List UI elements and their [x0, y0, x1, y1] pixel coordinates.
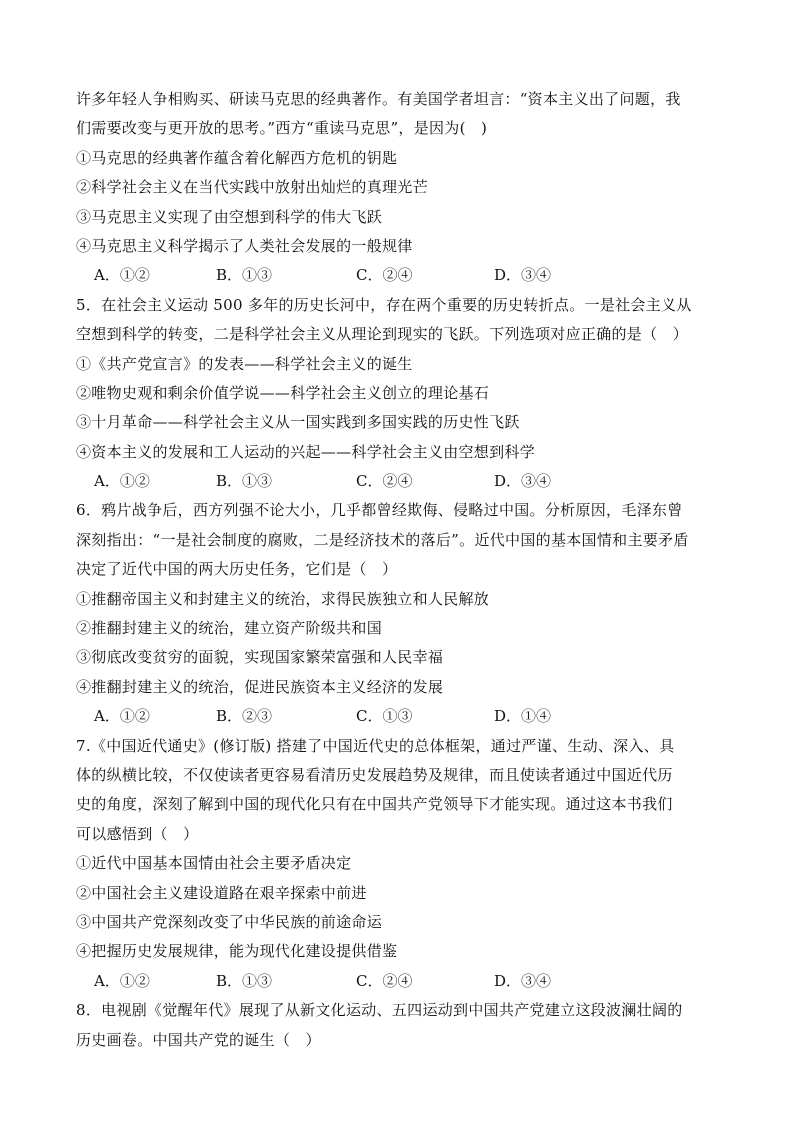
option-c[interactable]: C．②④: [356, 472, 413, 491]
answer-options: [76, 467, 718, 496]
option-a[interactable]: A．①②: [94, 971, 150, 990]
question-stem-line: 5．在社会主义运动 500 多年的历史长河中，存在两个重要的历史转折点。一是社会主义从: [76, 295, 692, 314]
statement: ③彻底改变贫穷的面貌，实现国家繁荣富强和人民幸福: [76, 648, 444, 667]
statement: ①推翻帝国主义和封建主义的统治，求得民族独立和人民解放: [76, 589, 490, 608]
option-a[interactable]: A．①②: [94, 266, 150, 285]
answer-options: [76, 967, 718, 996]
question-stem-line: 们需要改变与更开放的思考。”西方“重读马克思”，是因为( ): [76, 119, 488, 138]
answer-options: [76, 702, 718, 731]
option-a[interactable]: A．①②: [94, 472, 150, 491]
option-c[interactable]: C．②④: [356, 971, 413, 990]
answer-options: [76, 261, 718, 290]
statement: ②唯物史观和剩余价值学说——科学社会主义创立的理论基石: [76, 383, 490, 402]
question-stem-line: 8．电视剧《觉醒年代》展现了从新文化运动、五四运动到中国共产党建立这段波澜壮阔的: [76, 1001, 683, 1020]
statement: ②中国社会主义建设道路在艰辛探索中前进: [76, 883, 367, 902]
question-stem-line: 许多年轻人争相购买、研读马克思的经典著作。有美国学者坦言：“资本主义出了问题，我: [76, 90, 681, 108]
option-d[interactable]: D．③④: [494, 472, 552, 491]
question-6: [76, 496, 718, 731]
option-c[interactable]: C．①③: [356, 707, 413, 726]
statement: ③十月革命——科学社会主义从一国实践到多国实践的历史性飞跃: [76, 413, 520, 432]
option-c[interactable]: C．②④: [356, 266, 413, 285]
option-b[interactable]: B．①③: [216, 266, 273, 285]
question-stem-line: 史的角度，深刻了解到中国的现代化只有在中国共产党领导下才能实现。通过这本书我们: [76, 795, 673, 814]
statement: ②推翻封建主义的统治，建立资产阶级共和国: [76, 619, 383, 638]
option-b[interactable]: B．①③: [216, 971, 273, 990]
question-stem-line: 历史画卷。中国共产党的诞生（ ）: [76, 1030, 321, 1049]
statement: ④推翻封建主义的统治，促进民族资本主义经济的发展: [76, 677, 444, 696]
statement: ④资本主义的发展和工人运动的兴起——科学社会主义由空想到科学: [76, 442, 536, 461]
option-b[interactable]: B．②③: [216, 707, 273, 726]
option-a[interactable]: A．①②: [94, 707, 150, 726]
statement: ③中国共产党深刻改变了中华民族的前途命运: [76, 912, 383, 931]
question-stem-line: 决定了近代中国的两大历史任务，它们是（ ）: [76, 560, 398, 579]
question-stem-line: 可以感悟到（ ）: [76, 824, 199, 843]
option-d[interactable]: D．③④: [494, 266, 552, 285]
option-d[interactable]: D．①④: [494, 707, 552, 726]
question-stem-line: 体的纵横比较，不仅使读者更容易看清历史发展趋势及规律，而且使读者通过中国近代历: [76, 765, 673, 784]
question-7: [76, 732, 718, 997]
question-4: [76, 85, 718, 291]
question-5: [76, 291, 718, 497]
option-b[interactable]: B．①③: [216, 472, 273, 491]
question-stem-line: 7.《中国近代通史》(修订版) 搭建了中国近代史的总体框架，通过严谨、生动、深入、具: [76, 736, 675, 755]
statement: ①近代中国基本国情由社会主要矛盾决定: [76, 854, 352, 873]
question-stem-line: 6．鸦片战争后，西方列强不论大小，几乎都曾经欺侮、侵略过中国。分析原因，毛泽东曾: [76, 501, 683, 520]
question-8: [76, 996, 718, 1055]
statement: ①马克思的经典著作蕴含着化解西方危机的钥匙: [76, 148, 398, 167]
statement: ②科学社会主义在当代实践中放射出灿烂的真理光芒: [76, 178, 428, 197]
statement: ④把握历史发展规律，能为现代化建设提供借鉴: [76, 942, 398, 961]
question-stem-line: 深刻指出：“一是社会制度的腐败，二是经济技术的落后”。近代中国的基本国情和主要矛盾: [76, 530, 689, 549]
statement: ④马克思主义科学揭示了人类社会发展的一般规律: [76, 236, 413, 255]
statement: ①《共产党宣言》的发表——科学社会主义的诞生: [76, 354, 413, 373]
statement: ③马克思主义实现了由空想到科学的伟大飞跃: [76, 207, 383, 226]
option-d[interactable]: D．③④: [494, 971, 552, 990]
question-stem-line: 空想到科学的转变，二是科学社会主义从理论到现实的飞跃。下列选项对应正确的是（ ）: [76, 325, 689, 344]
exam-page: [76, 85, 718, 1055]
